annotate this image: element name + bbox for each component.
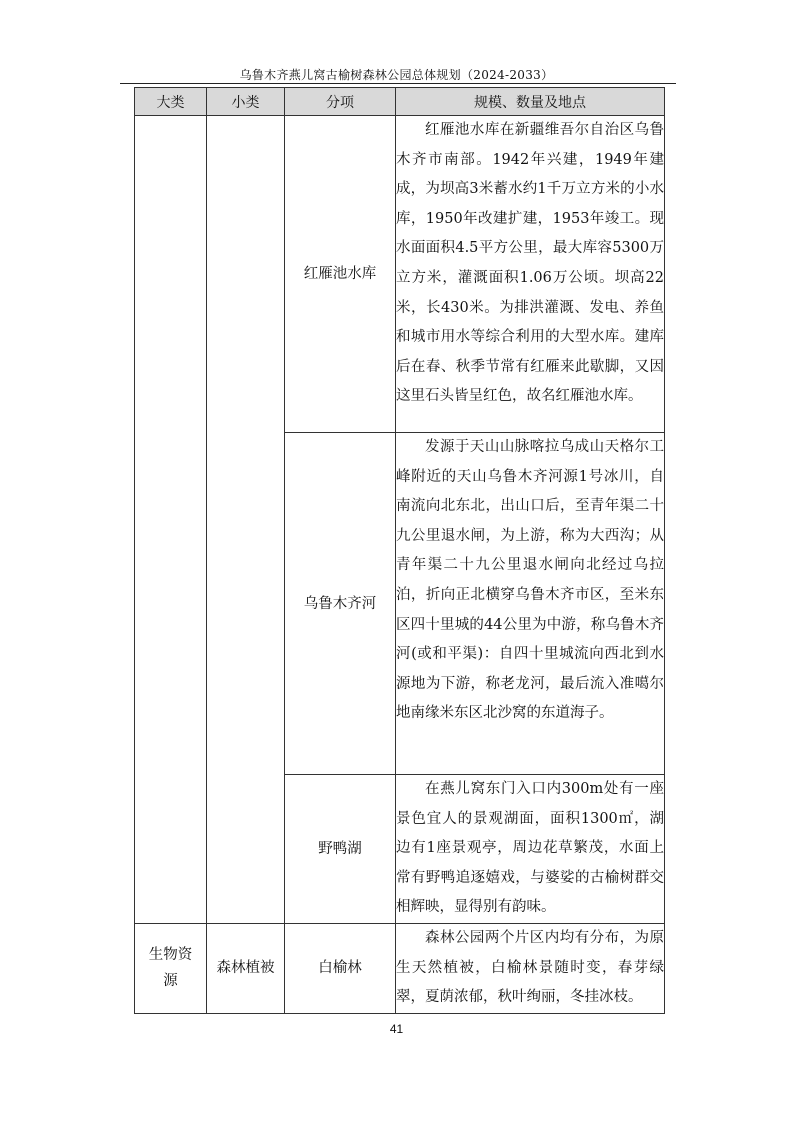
- column-header-description: 规模、数量及地点: [396, 88, 665, 116]
- table-header-row: [135, 88, 665, 116]
- table-row: [135, 116, 665, 433]
- column-header-subcategory: 小类: [207, 88, 285, 116]
- description-cell: [396, 116, 665, 433]
- description-cell: [396, 433, 665, 775]
- item-cell: 红雁池水库: [285, 116, 396, 433]
- description-text: 森林公园两个片区内均有分布，为原生天然植被，白榆林景随时变，春芽绿翠，夏荫浓郁，秋叶绚丽，冬挂冰枝。: [396, 929, 664, 1006]
- description-text: 在燕儿窝东门入口内300m处有一座景色宜人的景观湖面，面积1300㎡，湖边有1座景观亭，周边花草繁茂，水面上常有野鸭追逐嬉戏，与婆娑的古榆树群交相辉映，显得别有韵味。: [396, 781, 664, 916]
- item-cell: 乌鲁木齐河: [285, 433, 396, 775]
- table-row: [135, 923, 665, 1013]
- subcategory-cell: 森林植被: [207, 923, 285, 1013]
- category-cell-empty: [135, 116, 207, 924]
- subcategory-cell-empty: [207, 116, 285, 924]
- resource-table: [134, 87, 665, 1014]
- description-text: 红雁池水库在新疆维吾尔自治区乌鲁木齐市南部。1942年兴建，1949年建成，为坝高3米蓄水约1千万立方米的小水库，1950年改建扩建，1953年竣工。现水面面积4.5平方公里，最大库容5300万立方米，灌溉面积1.06万公顷。坝高22米，长430米。为排洪灌溉、发电、养鱼和城市用水等综合利用的大型水库。建库后在春、秋季节常有红雁来此歇脚，又因这里石头皆呈红色，故名红雁池水库。: [396, 122, 664, 405]
- description-text: 发源于天山山脉喀拉乌成山天格尔工峰附近的天山乌鲁木齐河源1号冰川，自南流向北东北，出山口后，至青年渠二十九公里退水闸，为上游，称为大西沟；从青年渠二十九公里退水闸向北经过乌拉泊，折向正北横穿乌鲁木齐市区，至米东区四十里城的44公里为中游，称乌鲁木齐河(或和平渠)：自四十里城流向西北到水源地为下游，称老龙河，最后流入准噶尔地南缘米东区北沙窝的东道海子。: [396, 439, 664, 722]
- description-cell: [396, 923, 665, 1013]
- category-cell: 生物资源: [135, 923, 207, 1013]
- page-number: 41: [389, 1022, 404, 1036]
- column-header-item: 分项: [285, 88, 396, 116]
- item-cell: 野鸭湖: [285, 775, 396, 924]
- description-cell: [396, 775, 665, 924]
- item-cell: 白榆林: [285, 923, 396, 1013]
- column-header-category: 大类: [135, 88, 207, 116]
- header-divider: [120, 83, 676, 84]
- running-header: 乌鲁木齐燕儿窝古榆树森林公园总体规划（2024-2033）: [239, 68, 554, 82]
